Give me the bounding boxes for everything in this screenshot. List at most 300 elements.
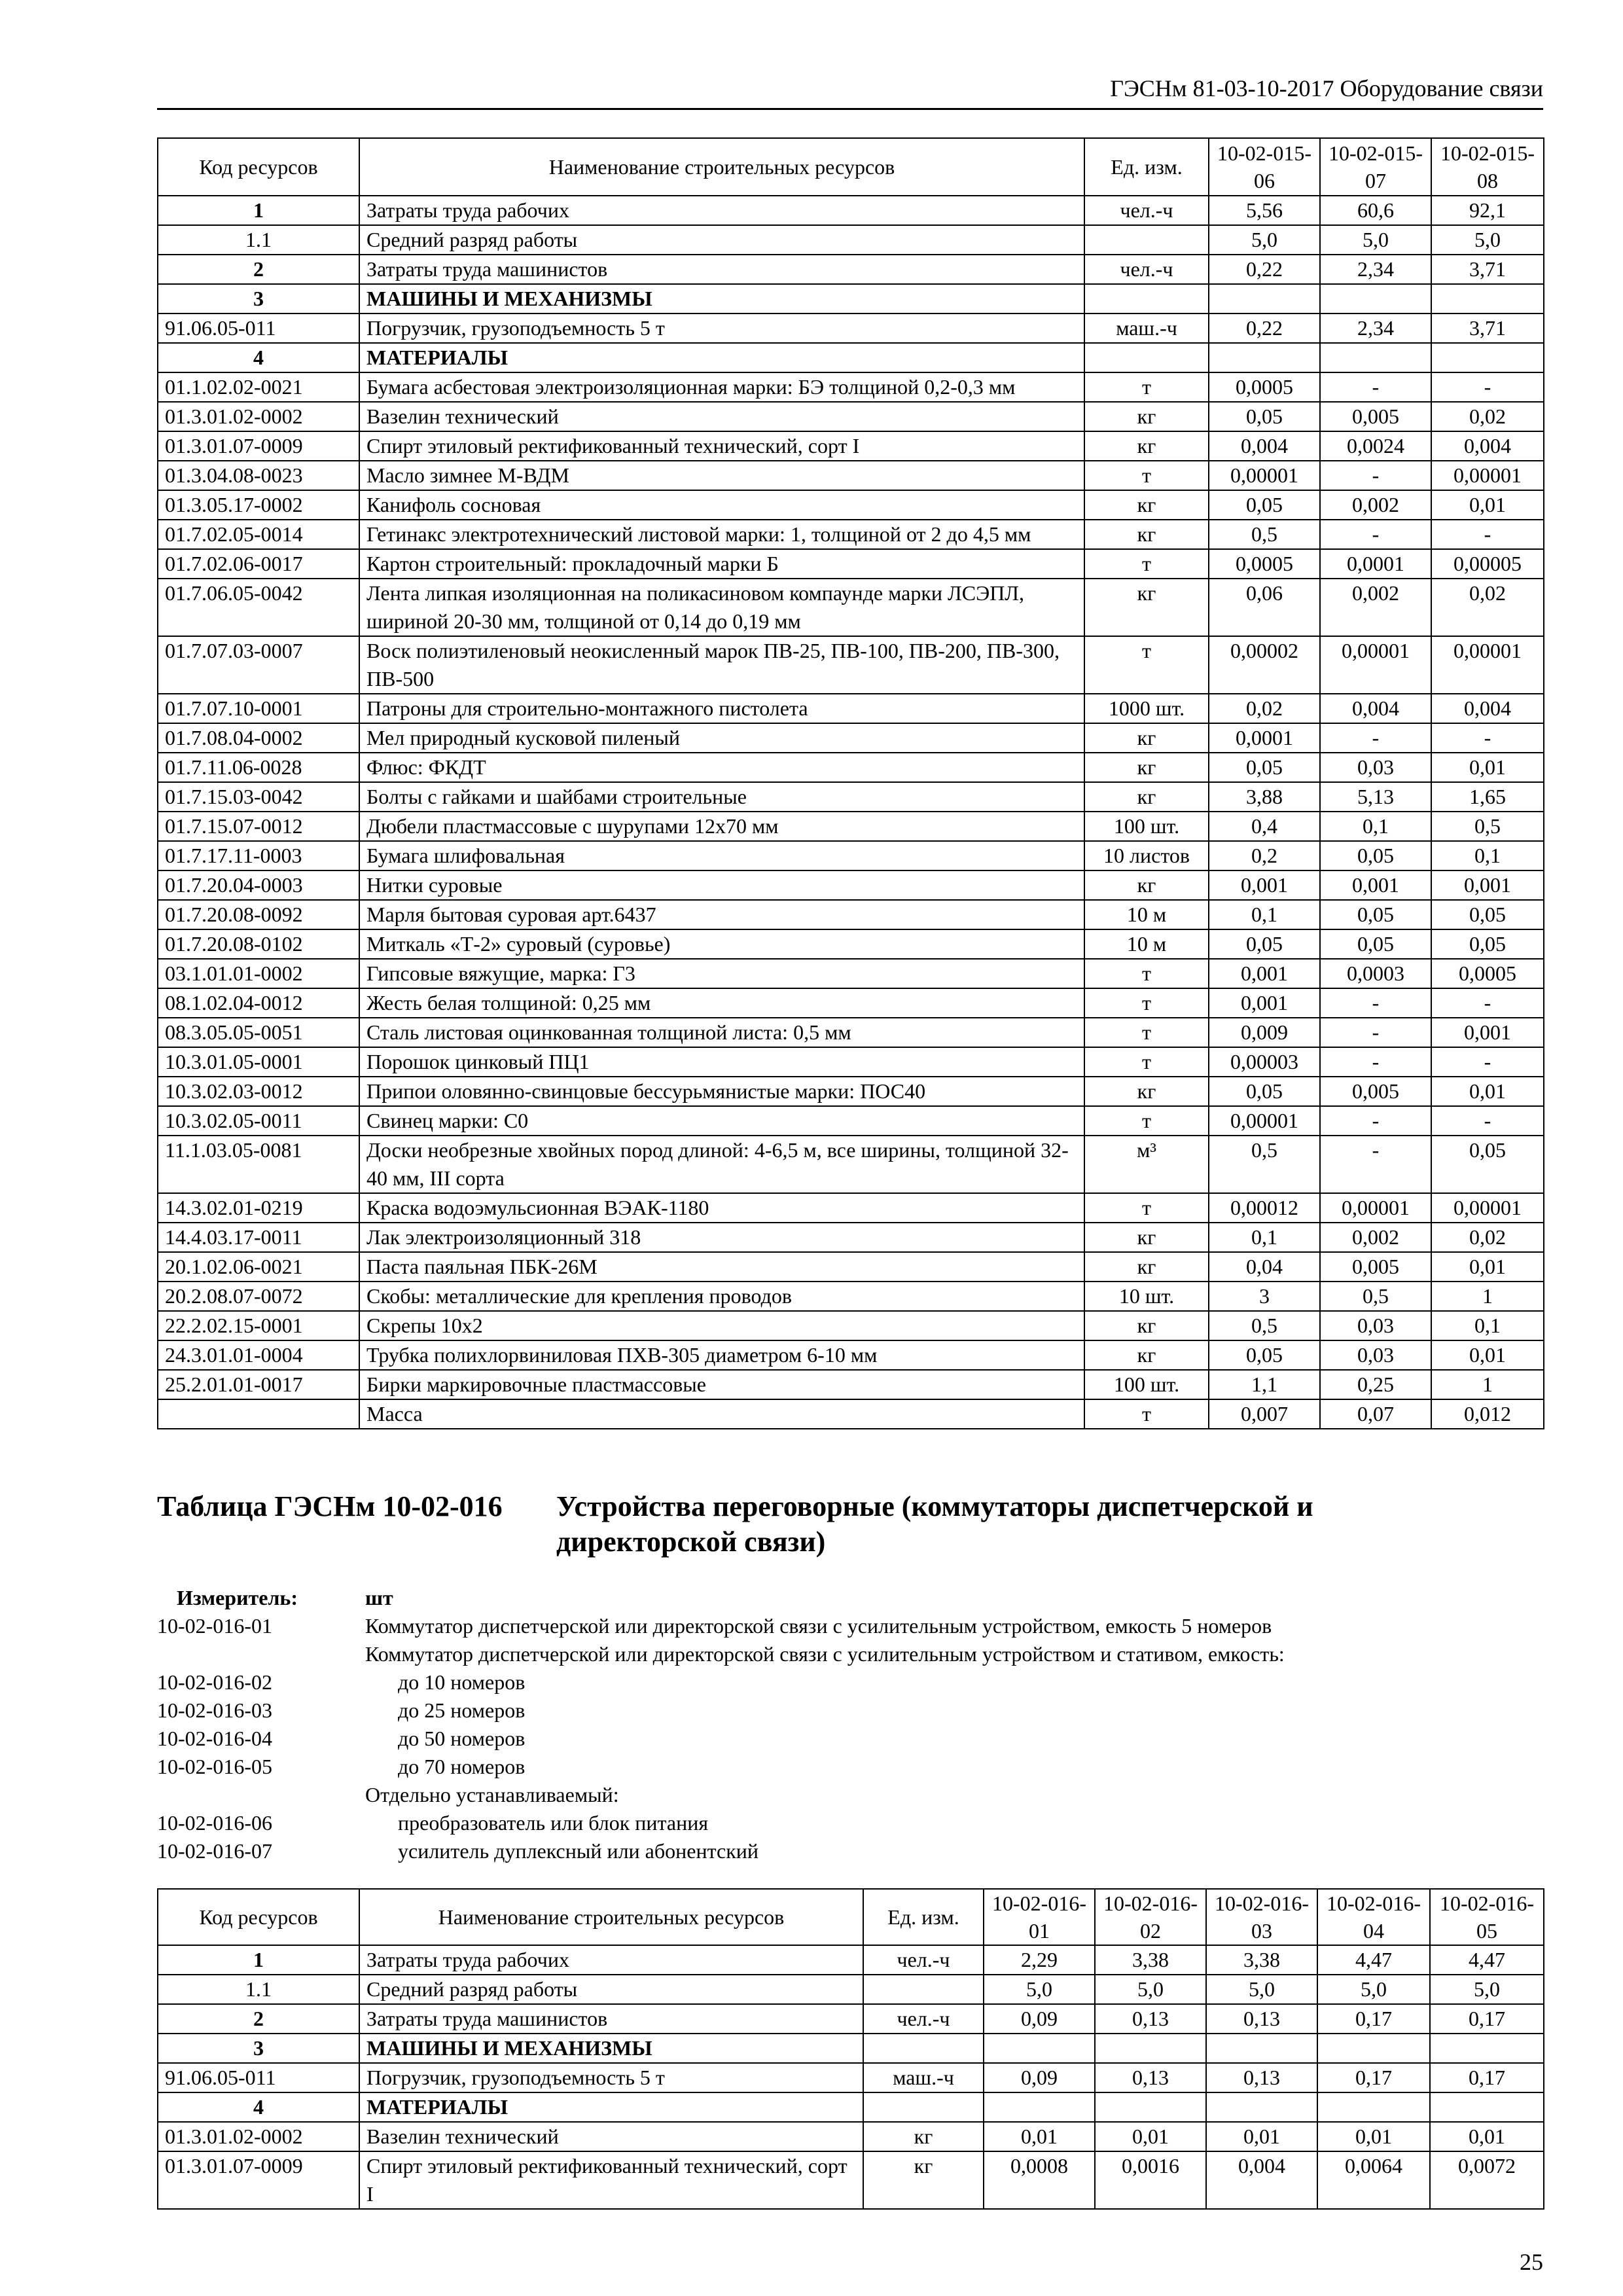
resource-value (1320, 284, 1431, 314)
resource-unit: т (1084, 1047, 1209, 1077)
resource-value: 0,02 (1431, 402, 1544, 431)
resource-name: Лента липкая изоляционная на поликасиновом компаунде марки ЛСЭПЛ, шириной 20-30 мм, толщиной от 0,14 до 0,19 мм (359, 579, 1084, 636)
table-row (158, 2092, 1544, 2122)
resource-value (1431, 343, 1544, 372)
resource-code: 22.2.02.15-0001 (158, 1311, 359, 1340)
resource-unit: 10 шт. (1084, 1282, 1209, 1311)
resource-value: 0,00001 (1209, 1106, 1320, 1136)
resource-value: 0,0016 (1095, 2151, 1206, 2209)
resource-value: 0,05 (1431, 929, 1544, 959)
resource-code: 08.1.02.04-0012 (158, 988, 359, 1018)
resource-value: 0,001 (1431, 870, 1544, 900)
resource-unit: т (1084, 1106, 1209, 1136)
resource-code: 1.1 (158, 1975, 359, 2004)
resource-value: 0,00001 (1431, 461, 1544, 490)
resource-value (1317, 2034, 1430, 2063)
resource-name: Скрепы 10х2 (359, 1311, 1084, 1340)
resource-code: 01.7.15.07-0012 (158, 812, 359, 841)
table-row (158, 1136, 1544, 1193)
resource-unit (1084, 284, 1209, 314)
resource-value: - (1320, 461, 1431, 490)
resource-name: Гетинакс электротехнический листовой марки: 1, толщиной от 2 до 4,5 мм (359, 520, 1084, 549)
table-caption-title: Устройства переговорные (коммутаторы диспетчерской и директорской связи) (556, 1490, 1313, 1558)
resource-value: 1 (1431, 1370, 1544, 1399)
resources-table-016 (157, 1888, 1544, 2210)
resource-value: - (1320, 1047, 1431, 1077)
resource-value (1209, 284, 1320, 314)
resource-unit: кг (1084, 1311, 1209, 1340)
resource-value: 60,6 (1320, 196, 1431, 225)
resource-name: Бумага асбестовая электроизоляционная марки: БЭ толщиной 0,2-0,3 мм (359, 372, 1084, 402)
resource-value: 0,09 (984, 2004, 1095, 2034)
measure-code: 10-02-016-06 (157, 1811, 272, 1835)
resource-value: 0,05 (1320, 929, 1431, 959)
resource-name: Масло зимнее М-ВДМ (359, 461, 1084, 490)
resource-unit: чел.-ч (863, 2004, 984, 2034)
resource-value (984, 2034, 1095, 2063)
resource-value: 0,1 (1209, 1223, 1320, 1252)
resource-unit: т (1084, 372, 1209, 402)
resource-name: Канифоль сосновая (359, 490, 1084, 520)
resource-value: 3,71 (1431, 314, 1544, 343)
resource-value: 0,0005 (1209, 549, 1320, 579)
measure-text: до 25 номеров (398, 1698, 526, 1722)
resource-value: - (1320, 723, 1431, 753)
resources-table-015 (157, 137, 1544, 1429)
resource-name: Гипсовые вяжущие, марка: Г3 (359, 959, 1084, 988)
resource-name: Спирт этиловый ректификованный технический, сорт I (359, 431, 1084, 461)
header-name: Наименование строительных ресурсов (359, 138, 1084, 196)
resource-value: - (1320, 372, 1431, 402)
resource-unit (1084, 343, 1209, 372)
resource-value: 0,004 (1206, 2151, 1317, 2209)
resource-unit: т (1084, 1193, 1209, 1223)
resource-value (1317, 2092, 1430, 2122)
resource-value: 0,0003 (1320, 959, 1431, 988)
table-row (158, 2122, 1544, 2151)
resource-unit: кг (863, 2122, 984, 2151)
table-row (158, 636, 1544, 694)
resource-code: 24.3.01.01-0004 (158, 1340, 359, 1370)
resource-value: 0,01 (1431, 753, 1544, 782)
resource-code: 01.7.07.03-0007 (158, 636, 359, 694)
header-code: Код ресурсов (158, 138, 359, 196)
header-col-3: 10-02-015-08 (1431, 138, 1544, 196)
resource-value: 0,01 (1206, 2122, 1317, 2151)
resource-name: Масса (359, 1399, 1084, 1429)
table-row (158, 372, 1544, 402)
resource-code: 14.4.03.17-0011 (158, 1223, 359, 1252)
table-row (158, 1975, 1544, 2004)
resource-name: Воск полиэтиленовый неокисленный марок ПВ-25, ПВ-100, ПВ-200, ПВ-300, ПВ-500 (359, 636, 1084, 694)
resource-unit: кг (1084, 1077, 1209, 1106)
table-caption (157, 1489, 1313, 1558)
resource-name: Спирт этиловый ректификованный технический, сорт I (359, 2151, 863, 2209)
resource-value: 0,00001 (1320, 636, 1431, 694)
resource-value: - (1431, 1106, 1544, 1136)
resource-name: Средний разряд работы (359, 1975, 863, 2004)
resource-value: 0,22 (1209, 314, 1320, 343)
measure-text: до 10 номеров (398, 1670, 526, 1694)
resource-unit: кг (1084, 870, 1209, 900)
header-rule (157, 108, 1543, 110)
header-name: Наименование строительных ресурсов (359, 1889, 863, 1945)
resources-table-016-body (158, 1945, 1544, 2209)
resource-value: 0,0024 (1320, 431, 1431, 461)
resource-unit: т (1084, 549, 1209, 579)
resource-value: 0,012 (1431, 1399, 1544, 1429)
resource-code: 3 (158, 284, 359, 314)
resource-value: 5,0 (1430, 1975, 1544, 2004)
header-col-1: 10-02-015-06 (1209, 138, 1320, 196)
table-row (158, 841, 1544, 870)
resource-value: 4,47 (1430, 1945, 1544, 1975)
measure-text: Отдельно устанавливаемый: (365, 1783, 619, 1806)
resource-value: 0,22 (1209, 255, 1320, 284)
resource-code: 10.3.01.05-0001 (158, 1047, 359, 1077)
resource-code: 11.1.03.05-0081 (158, 1136, 359, 1193)
resource-name: Порошок цинковый ПЦ1 (359, 1047, 1084, 1077)
resource-code: 01.7.15.03-0042 (158, 782, 359, 812)
resource-code: 2 (158, 2004, 359, 2034)
resource-name: Вазелин технический (359, 2122, 863, 2151)
resource-value (1206, 2092, 1317, 2122)
resource-unit: кг (1084, 1223, 1209, 1252)
table-row (158, 431, 1544, 461)
resource-unit (863, 2092, 984, 2122)
resource-unit: 10 листов (1084, 841, 1209, 870)
resource-unit: маш.-ч (863, 2063, 984, 2092)
resource-code: 2 (158, 255, 359, 284)
resource-name: Трубка полихлорвиниловая ПХВ-305 диаметром 6-10 мм (359, 1340, 1084, 1370)
table-row (158, 402, 1544, 431)
measure-code: 10-02-016-07 (157, 1839, 272, 1863)
table-row (158, 1282, 1544, 1311)
resource-unit: кг (1084, 1252, 1209, 1282)
measure-code: 10-02-016-02 (157, 1670, 272, 1694)
table-row (158, 549, 1544, 579)
resource-code: 25.2.01.01-0017 (158, 1370, 359, 1399)
header-col-1: 10-02-016-01 (984, 1889, 1095, 1945)
resource-value (1095, 2092, 1206, 2122)
resource-code: 01.3.04.08-0023 (158, 461, 359, 490)
resource-value: 0,05 (1320, 900, 1431, 929)
table-row (158, 255, 1544, 284)
resource-unit: кг (1084, 402, 1209, 431)
resource-code: 1 (158, 1945, 359, 1975)
resource-value: 0,06 (1209, 579, 1320, 636)
table-row (158, 225, 1544, 255)
resource-name: Затраты труда рабочих (359, 196, 1084, 225)
table-row (158, 900, 1544, 929)
page-header-title: ГЭСНм 81-03-10-2017 Оборудование связи (1110, 75, 1543, 101)
table-row (158, 782, 1544, 812)
resource-value: 0,01 (1317, 2122, 1430, 2151)
resource-unit: 1000 шт. (1084, 694, 1209, 723)
resource-unit: кг (1084, 520, 1209, 549)
resource-name: Флюс: ФКДТ (359, 753, 1084, 782)
resource-value: 0,00002 (1209, 636, 1320, 694)
resource-unit: т (1084, 461, 1209, 490)
resource-name: Погрузчик, грузоподъемность 5 т (359, 2063, 863, 2092)
resource-code: 1 (158, 196, 359, 225)
resource-value: 0,07 (1320, 1399, 1431, 1429)
resource-value: 0,03 (1320, 1311, 1431, 1340)
resource-value: 0,0005 (1431, 959, 1544, 988)
table-row (158, 1399, 1544, 1429)
resource-value: 0,05 (1320, 841, 1431, 870)
resource-value: - (1320, 1136, 1431, 1193)
resource-code: 01.7.06.05-0042 (158, 579, 359, 636)
resource-name: Погрузчик, грузоподъемность 5 т (359, 314, 1084, 343)
resource-value: 3,88 (1209, 782, 1320, 812)
resource-value: 5,0 (1095, 1975, 1206, 2004)
resource-value: 0,05 (1209, 490, 1320, 520)
resource-value: 0,005 (1320, 1252, 1431, 1282)
table-row (158, 694, 1544, 723)
resource-value: 0,001 (1209, 870, 1320, 900)
resource-value: 3 (1209, 1282, 1320, 1311)
resource-value: - (1431, 1047, 1544, 1077)
resource-value: 0,01 (1431, 1077, 1544, 1106)
resource-value: 0,17 (1317, 2063, 1430, 2092)
resource-name: МАТЕРИАЛЫ (359, 343, 1084, 372)
resource-value: 5,0 (1320, 225, 1431, 255)
resource-code: 20.2.08.07-0072 (158, 1282, 359, 1311)
resource-value: 5,0 (1431, 225, 1544, 255)
header-col-4: 10-02-016-04 (1317, 1889, 1430, 1945)
resource-name: Жесть белая толщиной: 0,25 мм (359, 988, 1084, 1018)
resource-name: Свинец марки: С0 (359, 1106, 1084, 1136)
resource-unit: 100 шт. (1084, 1370, 1209, 1399)
table-row (158, 1311, 1544, 1340)
measure-code: 10-02-016-01 (157, 1614, 272, 1638)
resource-value: - (1431, 723, 1544, 753)
resource-value: 0,01 (1095, 2122, 1206, 2151)
resource-unit: т (1084, 959, 1209, 988)
resource-value: 0,0008 (984, 2151, 1095, 2209)
table-row (158, 1047, 1544, 1077)
resource-name: Припои оловянно-свинцовые бессурьмянистые марки: ПОС40 (359, 1077, 1084, 1106)
resource-value: 0,007 (1209, 1399, 1320, 1429)
measure-text: усилитель дуплексный или абонентский (398, 1839, 758, 1863)
resource-code: 14.3.02.01-0219 (158, 1193, 359, 1223)
resource-name: Затраты труда рабочих (359, 1945, 863, 1975)
resource-value: 0,05 (1209, 929, 1320, 959)
resource-value: 3,38 (1095, 1945, 1206, 1975)
resource-value: 0,05 (1209, 1340, 1320, 1370)
resource-value: 0,02 (1209, 694, 1320, 723)
resource-value: 0,0005 (1209, 372, 1320, 402)
resource-value: - (1431, 372, 1544, 402)
resource-unit: кг (1084, 579, 1209, 636)
resource-unit: чел.-ч (1084, 196, 1209, 225)
resource-value: 1,65 (1431, 782, 1544, 812)
table-row (158, 870, 1544, 900)
resource-unit: т (1084, 1399, 1209, 1429)
resource-value: 0,0001 (1320, 549, 1431, 579)
table-row (158, 1370, 1544, 1399)
resource-value: 0,004 (1431, 431, 1544, 461)
resource-value (1320, 343, 1431, 372)
resource-name: Марля бытовая суровая арт.6437 (359, 900, 1084, 929)
table-row (158, 490, 1544, 520)
header-col-2: 10-02-015-07 (1320, 138, 1431, 196)
resource-value (1430, 2092, 1544, 2122)
resource-value: 0,002 (1320, 490, 1431, 520)
resource-value: 0,05 (1209, 1077, 1320, 1106)
resource-name: Сталь листовая оцинкованная толщиной листа: 0,5 мм (359, 1018, 1084, 1047)
resource-value: 0,5 (1320, 1282, 1431, 1311)
resource-unit: кг (1084, 723, 1209, 753)
resource-value (1431, 284, 1544, 314)
resource-value: 0,009 (1209, 1018, 1320, 1047)
table-row (158, 579, 1544, 636)
resource-value: - (1320, 1106, 1431, 1136)
resource-value: 0,03 (1320, 753, 1431, 782)
resource-unit: кг (1084, 782, 1209, 812)
resource-value: 0,0001 (1209, 723, 1320, 753)
header-col-5: 10-02-016-05 (1430, 1889, 1544, 1945)
resource-value: 0,13 (1095, 2063, 1206, 2092)
resource-code: 01.7.20.08-0092 (158, 900, 359, 929)
resource-code: 01.7.20.04-0003 (158, 870, 359, 900)
resource-value: 92,1 (1431, 196, 1544, 225)
table-row (158, 988, 1544, 1018)
resource-code: 01.3.05.17-0002 (158, 490, 359, 520)
resource-name: МАШИНЫ И МЕХАНИЗМЫ (359, 2034, 863, 2063)
resource-name: МАШИНЫ И МЕХАНИЗМЫ (359, 284, 1084, 314)
table-row (158, 1223, 1544, 1252)
resource-name: Скобы: металлические для крепления проводов (359, 1282, 1084, 1311)
resource-code: 01.7.20.08-0102 (158, 929, 359, 959)
resource-value: 0,5 (1431, 812, 1544, 841)
resource-value: 0,001 (1209, 959, 1320, 988)
table-row (158, 959, 1544, 988)
table-row (158, 1106, 1544, 1136)
resource-value: 0,17 (1430, 2063, 1544, 2092)
resource-value: 2,29 (984, 1945, 1095, 1975)
resource-name: Средний разряд работы (359, 225, 1084, 255)
resource-unit: чел.-ч (1084, 255, 1209, 284)
resource-value: 0,05 (1209, 402, 1320, 431)
resource-name: Затраты труда машинистов (359, 2004, 863, 2034)
resource-name: Болты с гайками и шайбами строительные (359, 782, 1084, 812)
resource-value: 0,00003 (1209, 1047, 1320, 1077)
table-row (158, 1077, 1544, 1106)
header-unit: Ед. изм. (863, 1889, 984, 1945)
header-unit: Ед. изм. (1084, 138, 1209, 196)
resource-value (1430, 2034, 1544, 2063)
resource-value: 0,004 (1209, 431, 1320, 461)
resource-name: Мел природный кусковой пиленый (359, 723, 1084, 753)
resources-table-015-body (158, 196, 1544, 1429)
resource-value: 0,2 (1209, 841, 1320, 870)
resource-value: 5,0 (1206, 1975, 1317, 2004)
resource-value: - (1431, 520, 1544, 549)
resource-value: 0,0072 (1430, 2151, 1544, 2209)
header-col-3: 10-02-016-03 (1206, 1889, 1317, 1945)
resource-value: 0,0064 (1317, 2151, 1430, 2209)
header-code: Код ресурсов (158, 1889, 359, 1945)
resource-unit: чел.-ч (863, 1945, 984, 1975)
resource-name: МАТЕРИАЛЫ (359, 2092, 863, 2122)
table-row (158, 1193, 1544, 1223)
table-row (158, 284, 1544, 314)
resource-value: 1,1 (1209, 1370, 1320, 1399)
resource-value: 0,13 (1206, 2063, 1317, 2092)
table-row (158, 2063, 1544, 2092)
resource-value (1095, 2034, 1206, 2063)
resource-value: 0,01 (1431, 490, 1544, 520)
resource-name: Бумага шлифовальная (359, 841, 1084, 870)
resource-code: 01.1.02.02-0021 (158, 372, 359, 402)
resource-value: 0,02 (1431, 1223, 1544, 1252)
resource-value: 3,38 (1206, 1945, 1317, 1975)
table-row (158, 2034, 1544, 2063)
resource-value: 0,01 (1431, 1340, 1544, 1370)
resource-value: 0,004 (1431, 694, 1544, 723)
resource-unit: т (1084, 636, 1209, 694)
resource-value: 0,01 (1430, 2122, 1544, 2151)
resource-value: 0,03 (1320, 1340, 1431, 1370)
resource-code: 4 (158, 2092, 359, 2122)
resource-code: 08.3.05.05-0051 (158, 1018, 359, 1047)
resource-value: 0,4 (1209, 812, 1320, 841)
resource-value: 5,0 (1317, 1975, 1430, 2004)
resource-value: 0,13 (1206, 2004, 1317, 2034)
measure-text: до 70 номеров (398, 1755, 526, 1778)
resource-code: 20.1.02.06-0021 (158, 1252, 359, 1282)
resource-value: 0,5 (1209, 520, 1320, 549)
table-caption-number: Таблица ГЭСНм 10-02-016 (157, 1490, 503, 1522)
table-row (158, 314, 1544, 343)
resource-unit: маш.-ч (1084, 314, 1209, 343)
resource-code: 03.1.01.01-0002 (158, 959, 359, 988)
resource-name: Лак электроизоляционный 318 (359, 1223, 1084, 1252)
resource-code (158, 1399, 359, 1429)
measure-code: 10-02-016-05 (157, 1755, 272, 1778)
resource-unit: т (1084, 1018, 1209, 1047)
table-row (158, 753, 1544, 782)
resource-name: Краска водоэмульсионная ВЭАК-1180 (359, 1193, 1084, 1223)
table-row (158, 2004, 1544, 2034)
measure-text: до 50 номеров (398, 1727, 526, 1750)
resource-value (984, 2092, 1095, 2122)
resource-code: 01.3.01.07-0009 (158, 2151, 359, 2209)
resource-unit: 10 м (1084, 929, 1209, 959)
measure-code: 10-02-016-03 (157, 1698, 272, 1722)
resource-value: 0,002 (1320, 579, 1431, 636)
resource-code: 01.3.01.07-0009 (158, 431, 359, 461)
resource-code: 10.3.02.03-0012 (158, 1077, 359, 1106)
resource-value: 4,47 (1317, 1945, 1430, 1975)
resource-value: 0,00001 (1431, 636, 1544, 694)
table-row (158, 723, 1544, 753)
resource-value: 5,0 (984, 1975, 1095, 2004)
table-row (158, 1018, 1544, 1047)
resource-value: - (1320, 1018, 1431, 1047)
resource-value: 0,1 (1320, 812, 1431, 841)
resource-value: 0,001 (1320, 870, 1431, 900)
resource-value: 0,00012 (1209, 1193, 1320, 1223)
resource-unit (863, 2034, 984, 2063)
resource-code: 3 (158, 2034, 359, 2063)
resource-name: Миткаль «Т-2» суровый (суровье) (359, 929, 1084, 959)
resource-value: 0,04 (1209, 1252, 1320, 1282)
resource-value: 3,71 (1431, 255, 1544, 284)
resource-value: 0,05 (1431, 1136, 1544, 1193)
